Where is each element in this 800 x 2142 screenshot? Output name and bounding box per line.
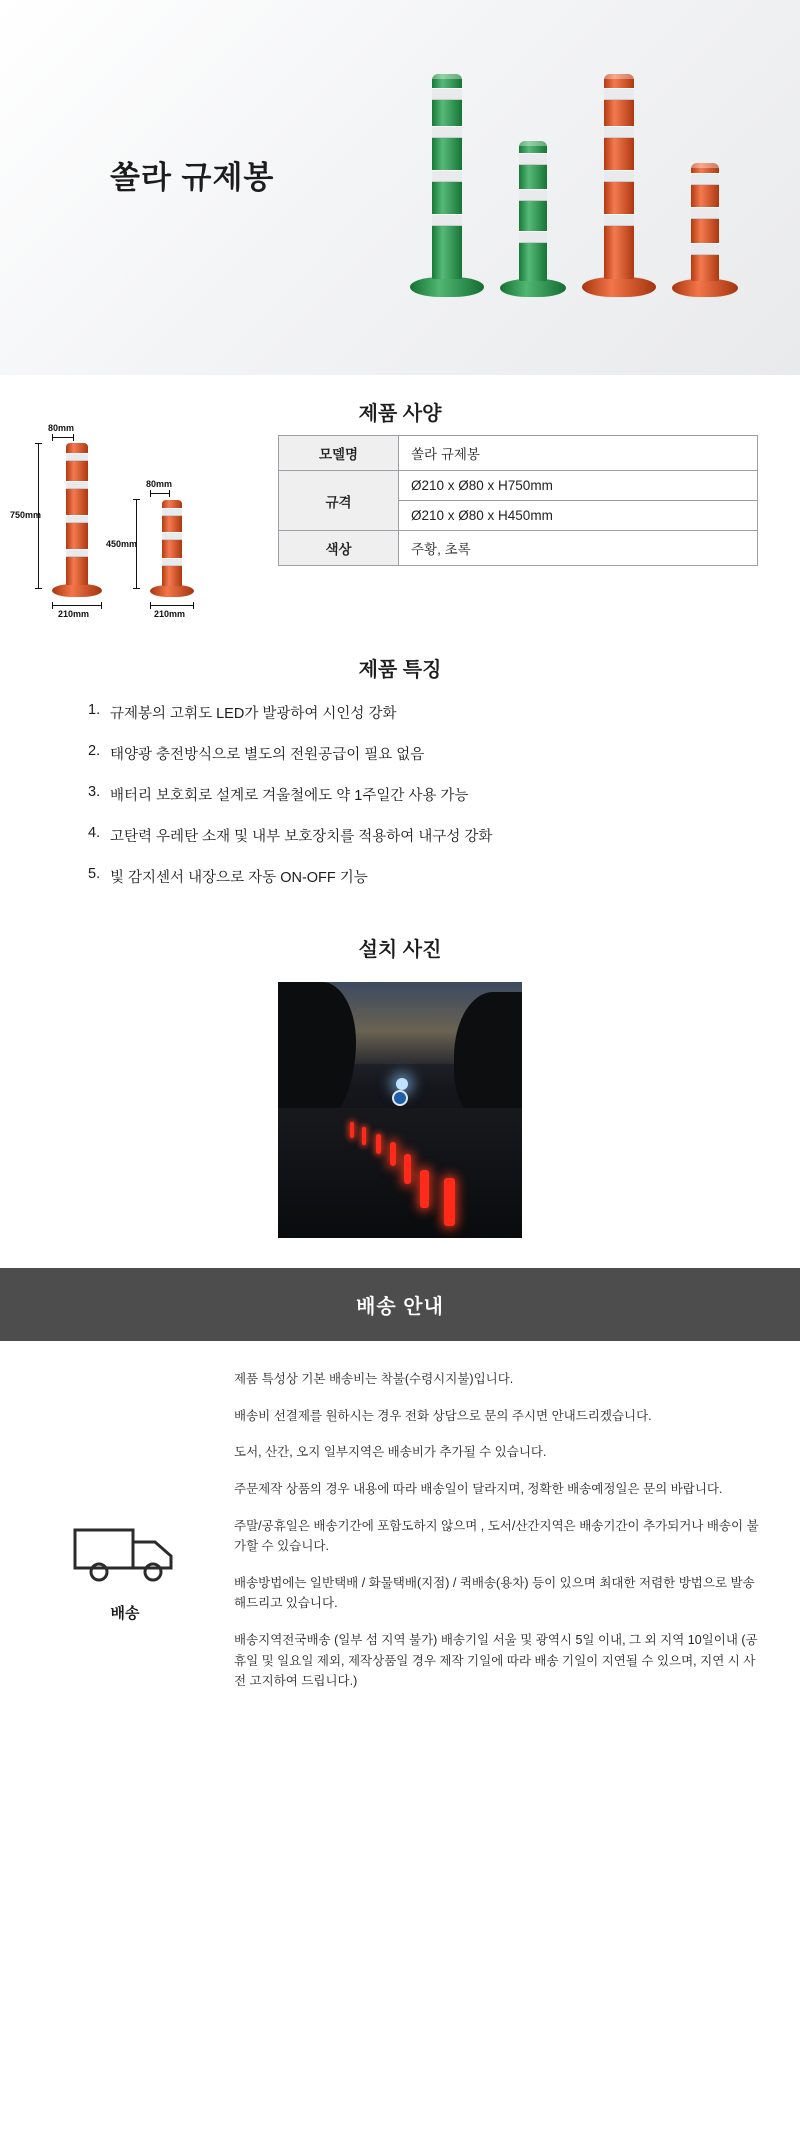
reflective-stripe [691,207,719,219]
dim-tick [150,490,151,497]
table-row [279,531,758,566]
reflective-stripe [66,549,88,557]
shipping-paragraph: 배송방법에는 일반택배 / 화물택배(지점) / 퀵배송(용차) 등이 있으며 최대한 저렴한 방법으로 발송해드리고 있습니다. [234,1575,755,1611]
dim-bollard-450 [150,500,194,597]
reflective-stripe [519,189,547,201]
list-item: 태양광 충전방식으로 별도의 전원공급이 필요 없음 [110,747,425,763]
bollard-body [162,500,182,586]
spec-value-color: 주황, 초록 [399,531,758,566]
spec-section [0,375,800,625]
bollard-orange-short [672,163,738,297]
reflective-stripe [162,532,182,540]
features-title: 제품 특징 [358,659,442,681]
page-title: 쏠라 규제봉 [110,160,275,195]
spec-table [278,435,758,566]
dim-tick [52,434,53,441]
reflective-stripe [162,558,182,566]
dim-line-bottom-450 [150,605,194,606]
shipping-paragraph: 주문제작 상품의 경우 내용에 따라 배송일이 달라지며, 정확한 배송예정일은 문의 바랍니다. [234,1481,723,1496]
photo-streetlamp [396,1078,408,1090]
dim-tick [193,602,194,609]
shipping-paragraph: 배송지역전국배송 (일부 섬 지역 불가) 배송기일 서울 및 광역시 5일 이내, 그 외 지역 10일이내 (공휴일 및 일요일 제외, 제작상품일 경우 제작 기일에 따라 배송 기일이 지연될 수 있으며, 지연 시 사전 고지하여 드립니다.) [234,1633,758,1689]
reflective-stripe [604,214,634,226]
list-item: 고탄력 우레탄 소재 및 내부 보호장치를 적용하여 내구성 강화 [110,829,493,845]
reflective-stripe [432,214,462,226]
shipping-icon-caption: 배송 [110,1604,140,1622]
spec-title: 제품 사양 [358,403,442,425]
photo-bollard-glow [390,1142,396,1166]
reflective-stripe [66,481,88,489]
bollard-base [150,585,194,597]
bollard-base [410,277,484,297]
spec-key-size: 규격 [279,471,399,531]
bollard-cap [519,141,547,146]
dim-tick [35,588,42,589]
bollard-body [604,74,634,279]
reflective-stripe [691,243,719,255]
shipping-section [0,1268,800,1748]
truck-icon [73,1522,177,1586]
shipping-header: 배송 안내 [0,1268,800,1341]
reflective-stripe [162,508,182,516]
bollard-green-short [500,141,566,297]
photo-bollard-glow [350,1122,354,1138]
reflective-stripe [432,170,462,182]
reflective-stripe [432,126,462,138]
dim-line-top-450 [150,493,170,494]
bollard-base [582,277,656,297]
dim-tick [133,588,140,589]
reflective-stripe [691,173,719,185]
bollard-green-tall [410,74,484,297]
reflective-stripe [604,126,634,138]
dim-bollard-750 [52,443,102,597]
photo-road [278,1108,522,1238]
shipping-icon-block [40,1367,210,1708]
shipping-paragraph: 제품 특성상 기본 배송비는 착불(수령시지불)입니다. [234,1372,514,1386]
bollard-base [500,279,566,297]
table-row [279,436,758,471]
reflective-stripe [519,231,547,243]
bollard-base [672,279,738,297]
bollard-base [52,584,102,597]
table-row [279,471,758,501]
bollard-cap [432,74,462,79]
install-title: 설치 사진 [358,939,442,961]
hero-bollard-illustration [410,74,738,297]
bollard-body [691,163,719,281]
spec-value-model: 쏠라 규제봉 [399,436,758,471]
dim-tick [101,602,102,609]
list-item: 배터리 보호회로 설계로 겨울철에도 약 1주일간 사용 가능 [110,788,469,804]
photo-road-sign [392,1090,408,1106]
dimension-figure [10,415,262,625]
shipping-text-block [234,1367,760,1708]
dim-line-top-750 [52,437,74,438]
dim-tick [35,443,42,444]
photo-bollard-glow [444,1178,455,1226]
reflective-stripe [66,515,88,523]
reflective-stripe [432,88,462,100]
list-item: 규제봉의 고휘도 LED가 발광하여 시인성 강화 [110,706,397,722]
reflective-stripe [66,453,88,461]
reflective-stripe [604,170,634,182]
dim-tick [52,602,53,609]
shipping-paragraph: 주말/공휴일은 배송기간에 포함도하지 않으며 , 도서/산간지역은 배송기간이 추가되거나 배송이 불가할 수 있습니다. [234,1518,759,1554]
dim-tick [133,499,140,500]
spec-value-size-450: Ø210 x Ø80 x H450mm [399,501,758,531]
dim-tick [73,434,74,441]
dim-tick [150,602,151,609]
dim-label-210mm-450: 210mm [154,609,186,619]
reflective-stripe [604,88,634,100]
photo-bollard-glow [420,1170,429,1208]
spec-value-size-750: Ø210 x Ø80 x H750mm [399,471,758,501]
bollard-cap [604,74,634,79]
dim-label-450mm: 450mm [106,539,138,549]
dim-label-80mm-450: 80mm [146,479,173,489]
reflective-stripe [519,153,547,165]
bollard-body [432,74,462,279]
bollard-orange-tall [582,74,656,297]
bollard-body [519,141,547,281]
list-item: 빛 감지센서 내장으로 자동 ON-OFF 기능 [110,870,368,886]
dim-line-bottom-750 [52,605,102,606]
features-section [0,625,800,911]
shipping-paragraph: 도서, 산간, 오지 일부지역은 배송비가 추가될 수 있습니다. [234,1445,547,1460]
spec-key-model: 모델명 [279,436,399,471]
bollard-body [66,443,88,585]
features-list [0,692,800,887]
install-photo [278,982,522,1238]
photo-bollard-glow [404,1154,411,1184]
photo-tree-right [454,992,522,1122]
dim-label-750mm: 750mm [10,510,42,520]
dim-label-210mm-750: 210mm [58,609,90,619]
install-section [0,911,800,1268]
photo-bollard-glow [376,1134,381,1154]
dim-tick [169,490,170,497]
bollard-cap [691,163,719,168]
spec-key-color: 색상 [279,531,399,566]
shipping-paragraph: 배송비 선결제를 원하시는 경우 전화 상담으로 문의 주시면 안내드리겠습니다. [234,1408,652,1423]
photo-bollard-glow [362,1127,366,1145]
dim-label-80mm-750: 80mm [48,423,75,433]
hero-section [0,0,800,375]
